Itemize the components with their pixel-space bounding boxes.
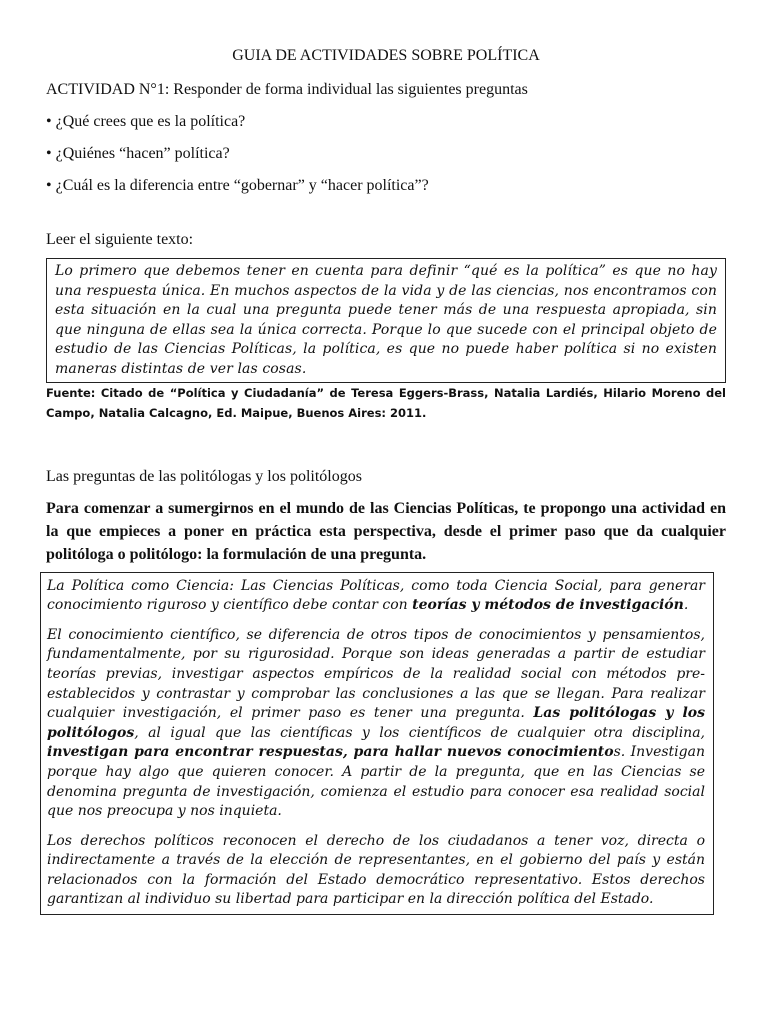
box-text: , al igual que las científicas y los científicos de cualquier otra disciplina, — [134, 724, 705, 741]
intro-paragraph: Para comenzar a sumergirnos en el mundo de las Ciencias Políticas, te propongo una actividad en la que empieces a poner en práctica esta perspectiva, desde el primer paso que da cualquier politóloga o politólogo: la formulación de una pregunta. — [46, 499, 726, 563]
question-item: • ¿Quiénes “hacen” política? — [46, 145, 230, 162]
science-box — [40, 572, 714, 916]
page-title: GUIA DE ACTIVIDADES SOBRE POLÍTICA — [232, 47, 540, 64]
box-bold-text: investigan para encontrar respuestas, para hallar nuevos conocimiento — [47, 744, 614, 761]
box-text: s. Investigan porque hay algo que quieren conocer. A partir de la pregunta, que en las Ciencias se denomina pregunta de investigación, comienza el estudio para conocer esa realidad social que nos preocupa y nos inquieta. — [47, 744, 705, 820]
box-paragraph-3: Los derechos políticos reconocen el derecho de los ciudadanos a tener voz, directa o indirectamente a través de la elección de representantes, en el gobierno del país y están relacionados con la formación del Estado democrático representativo. Estos derechos garantizan al individuo su libertad para participar en la dirección política del Estado. — [47, 832, 705, 908]
box-text: . — [683, 597, 689, 614]
source-citation: Fuente: Citado de “Política y Ciudadanía” de Teresa Eggers-Brass, Natalia Lardiés, Hilario Moreno del Campo, Natalia Calcagno, Ed. Maipue, Buenos Aires: 2011. — [46, 385, 726, 420]
question-item: • ¿Cuál es la diferencia entre “gobernar” y “hacer política”? — [46, 177, 429, 194]
read-label: Leer el siguiente texto: — [46, 231, 194, 248]
box-paragraph-1 — [47, 577, 705, 616]
question-item: • ¿Qué crees que es la política? — [46, 113, 246, 130]
activity-heading: ACTIVIDAD N°1: Responder de forma individual las siguientes preguntas — [46, 81, 528, 98]
box-text: El conocimiento científico, se diferencia de otros tipos de conocimientos y pensamientos, fundamentalmente, por su rigurosidad. Porque son ideas generadas a partir de estudiar teorías previas, investigar aspectos empíricos de la realidad social con métodos pre-establecidos y contrastar y comprobar las conclusiones a las que se llegan. Para realizar cualquier investigación, el primer paso es tener una pregunta. — [47, 626, 705, 722]
section-title: Las preguntas de las politólogas y los politólogos — [46, 467, 362, 485]
box-paragraph-2 — [47, 626, 705, 822]
box-bold-text: teorías y métodos de investigación — [412, 597, 684, 614]
quote-box: Lo primero que debemos tener en cuenta para definir “qué es la política” es que no hay una respuesta única. En muchos aspectos de la vida y de las ciencias, nos encontramos con esta situación en la cual una pregunta puede tener más de una respuesta apropiada, sin que ninguna de ellas sea la única correcta. Porque lo que sucede con el principal objeto de estudio de las Ciencias Políticas, la política, es que no puede haber política si no existen maneras distintas de ver las cosas. — [46, 258, 726, 383]
box-text: La Política como Ciencia: Las Ciencias Políticas, como toda Ciencia Social, para generar conocimiento riguroso y científico debe contar con — [47, 577, 705, 614]
document-page — [46, 46, 726, 915]
box-bold-text: Las politólogas y los politólogos — [47, 705, 705, 741]
